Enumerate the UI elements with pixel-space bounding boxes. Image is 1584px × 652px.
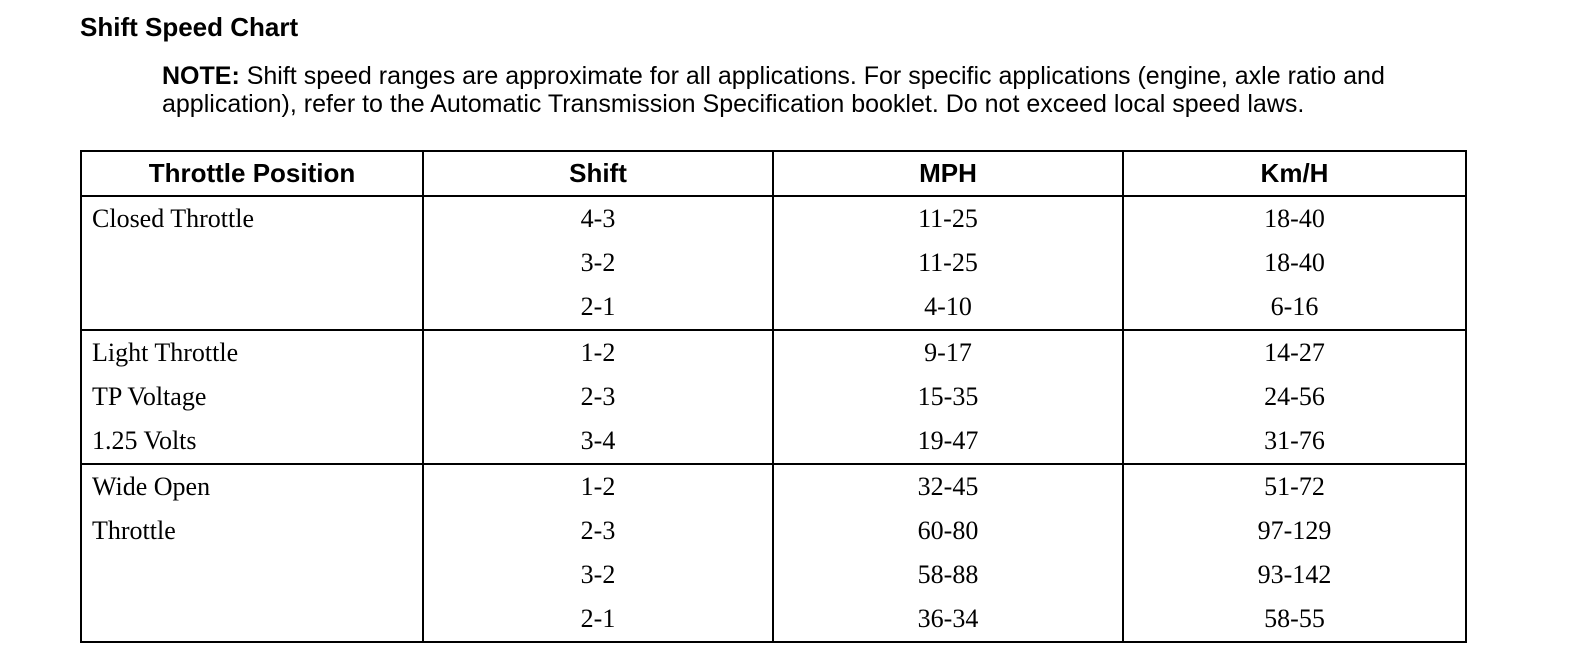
note-paragraph bbox=[162, 62, 1422, 118]
table-header-row bbox=[81, 151, 1466, 196]
header-kmh: Km/H bbox=[1123, 151, 1466, 196]
throttle-position-cell: Wide Open bbox=[81, 464, 423, 509]
shift-speed-table bbox=[80, 150, 1467, 643]
throttle-position-cell: Throttle bbox=[81, 509, 423, 553]
kmh-cell: 6-16 bbox=[1123, 285, 1466, 330]
shift-cell: 2-1 bbox=[423, 597, 773, 642]
mph-cell: 15-35 bbox=[773, 375, 1123, 419]
table-row bbox=[81, 375, 1466, 419]
kmh-cell: 14-27 bbox=[1123, 330, 1466, 375]
throttle-position-cell: TP Voltage bbox=[81, 375, 423, 419]
table-row bbox=[81, 464, 1466, 509]
kmh-cell: 58-55 bbox=[1123, 597, 1466, 642]
note-text: Shift speed ranges are approximate for all applications. For specific applications (engine, axle ratio and application), refer to the Automatic Transmission Specification booklet. Do not exceed local speed laws. bbox=[162, 62, 1385, 118]
kmh-cell: 18-40 bbox=[1123, 241, 1466, 285]
mph-cell: 32-45 bbox=[773, 464, 1123, 509]
throttle-position-cell bbox=[81, 553, 423, 597]
table-row bbox=[81, 196, 1466, 241]
mph-cell: 11-25 bbox=[773, 196, 1123, 241]
mph-cell: 19-47 bbox=[773, 419, 1123, 464]
shift-cell: 3-4 bbox=[423, 419, 773, 464]
shift-cell: 1-2 bbox=[423, 464, 773, 509]
table-row bbox=[81, 285, 1466, 330]
kmh-cell: 31-76 bbox=[1123, 419, 1466, 464]
header-mph: MPH bbox=[773, 151, 1123, 196]
shift-cell: 2-3 bbox=[423, 509, 773, 553]
throttle-position-cell bbox=[81, 285, 423, 330]
mph-cell: 58-88 bbox=[773, 553, 1123, 597]
header-throttle-position: Throttle Position bbox=[81, 151, 423, 196]
throttle-position-cell: Light Throttle bbox=[81, 330, 423, 375]
shift-cell: 3-2 bbox=[423, 241, 773, 285]
header-shift: Shift bbox=[423, 151, 773, 196]
kmh-cell: 24-56 bbox=[1123, 375, 1466, 419]
page-title: Shift Speed Chart bbox=[80, 12, 299, 42]
mph-cell: 4-10 bbox=[773, 285, 1123, 330]
table-row bbox=[81, 597, 1466, 642]
kmh-cell: 93-142 bbox=[1123, 553, 1466, 597]
shift-cell: 2-1 bbox=[423, 285, 773, 330]
mph-cell: 9-17 bbox=[773, 330, 1123, 375]
table-row bbox=[81, 330, 1466, 375]
table-row bbox=[81, 553, 1466, 597]
shift-cell: 4-3 bbox=[423, 196, 773, 241]
mph-cell: 60-80 bbox=[773, 509, 1123, 553]
table-row bbox=[81, 509, 1466, 553]
table-row bbox=[81, 241, 1466, 285]
throttle-position-cell bbox=[81, 241, 423, 285]
throttle-position-cell bbox=[81, 597, 423, 642]
shift-cell: 2-3 bbox=[423, 375, 773, 419]
throttle-position-cell: 1.25 Volts bbox=[81, 419, 423, 464]
kmh-cell: 18-40 bbox=[1123, 196, 1466, 241]
note-label: NOTE: bbox=[162, 62, 240, 90]
table-row bbox=[81, 419, 1466, 464]
shift-cell: 3-2 bbox=[423, 553, 773, 597]
mph-cell: 11-25 bbox=[773, 241, 1123, 285]
throttle-position-cell: Closed Throttle bbox=[81, 196, 423, 241]
kmh-cell: 97-129 bbox=[1123, 509, 1466, 553]
mph-cell: 36-34 bbox=[773, 597, 1123, 642]
kmh-cell: 51-72 bbox=[1123, 464, 1466, 509]
shift-cell: 1-2 bbox=[423, 330, 773, 375]
